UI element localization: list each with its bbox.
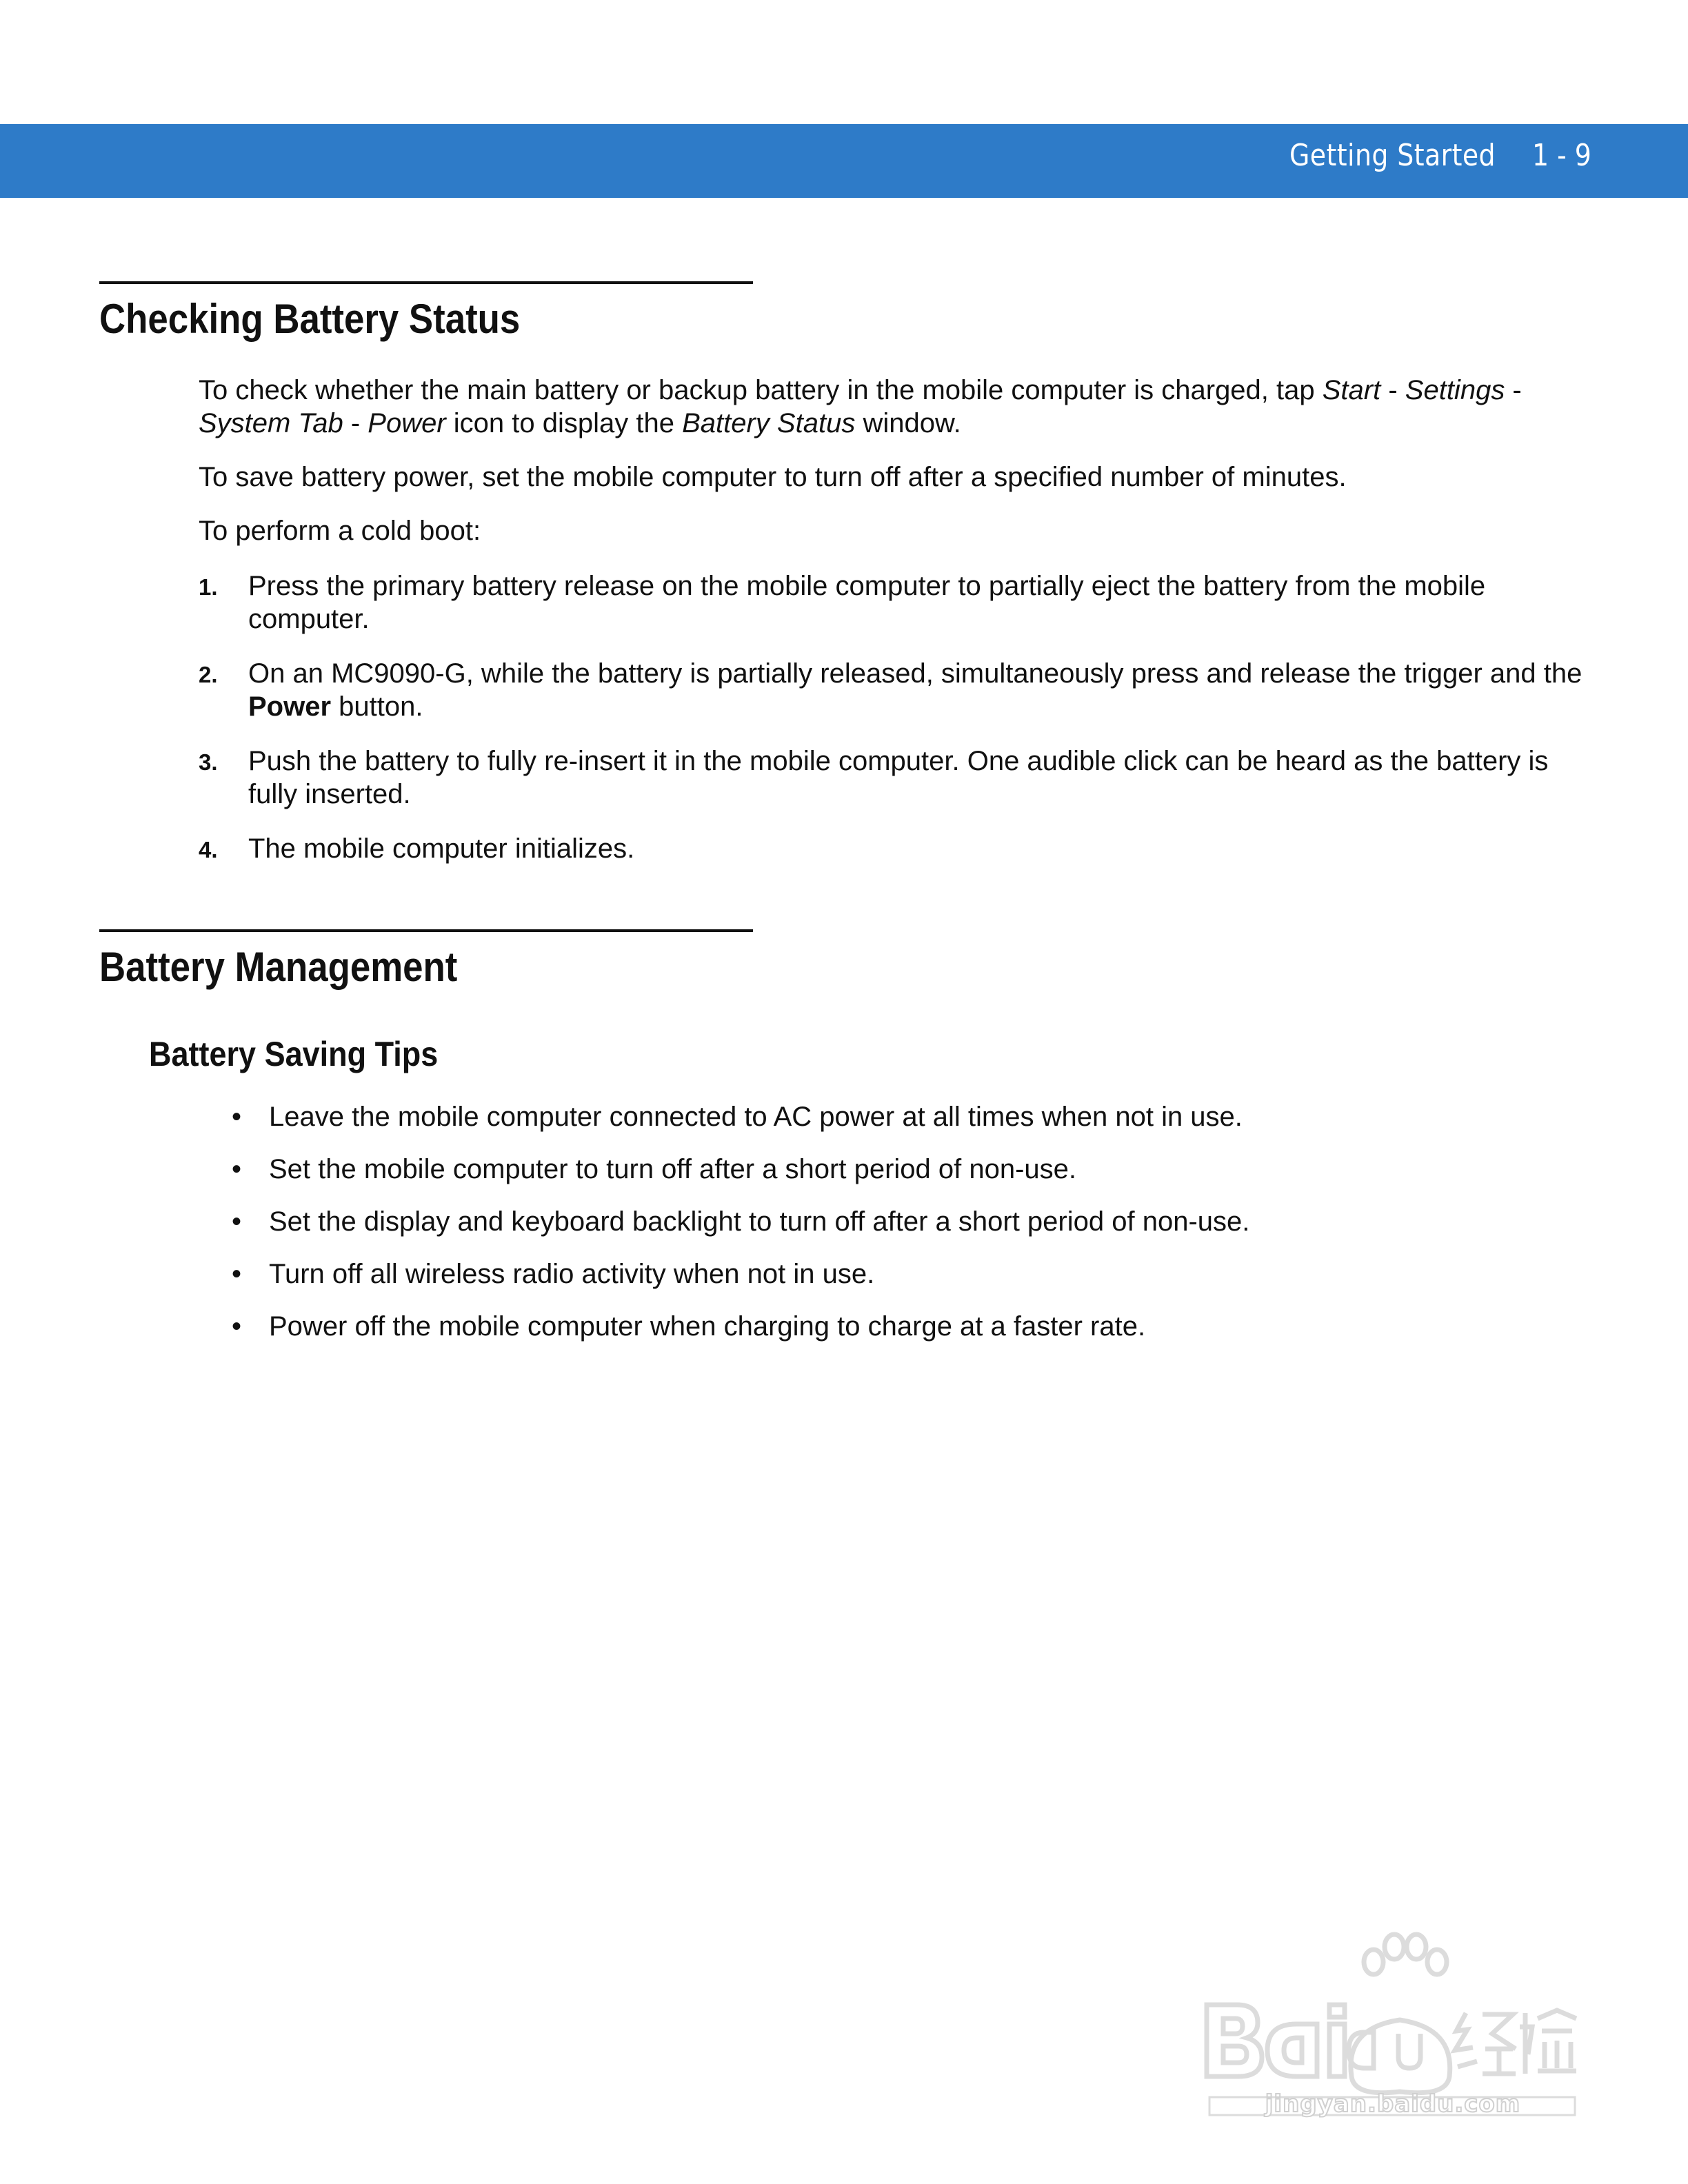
save-power-paragraph: To save battery power, set the mobile computer to turn off after a specified number of minutes.	[199, 462, 1347, 492]
ui-battery-status-window: Battery Status	[682, 408, 856, 438]
step-text-part: On an MC9090-G, while the battery is partially released, simultaneously press and release the trigger and the	[248, 658, 1582, 689]
tip-text: Leave the mobile computer connected to AC power at all times when not in use.	[269, 1102, 1243, 1132]
bullet-icon: •	[232, 1206, 242, 1237]
power-button-label: Power	[248, 691, 332, 722]
bullet-icon: •	[232, 1259, 242, 1289]
bullet-icon: •	[232, 1311, 242, 1342]
tip-text: Set the mobile computer to turn off after a short period of non-use.	[269, 1154, 1077, 1184]
ui-path-start: Start	[1322, 375, 1381, 405]
step-text: Press the primary battery release on the mobile computer to partially eject the battery from the mobile computer.	[248, 571, 1486, 634]
header-page-number: 1 - 9	[1532, 138, 1591, 173]
tip-text: Turn off all wireless radio activity when not in use.	[269, 1259, 875, 1289]
subsection-title-battery-saving-tips: Battery Saving Tips	[149, 1035, 439, 1073]
intro-paragraph	[199, 374, 1543, 440]
ui-path-settings: Settings	[1405, 375, 1505, 405]
ui-path-power: Power	[368, 408, 446, 438]
watermark-url: jingyan.baidu.com	[1265, 2090, 1521, 2118]
intro-text-1: To check whether the main battery or backup battery in the mobile computer is charged, tap	[199, 375, 1323, 405]
step-number: 3.	[199, 749, 218, 775]
step-text	[248, 657, 1589, 723]
section-title-checking-battery-status: Checking Battery Status	[99, 296, 521, 342]
step-text: Push the battery to fully re-insert it in the mobile computer. One audible click can be heard as the battery is fully inserted.	[248, 746, 1549, 809]
step-number: 1.	[199, 574, 218, 600]
bullet-icon: •	[232, 1154, 242, 1184]
bullet-icon: •	[232, 1102, 242, 1132]
ui-path-system-tab: System Tab	[199, 408, 343, 438]
step-number: 2.	[199, 662, 218, 687]
ui-path-separator: -	[1505, 375, 1522, 405]
ui-path-separator: -	[1380, 375, 1405, 405]
baidu-jingyan-watermark-icon	[1193, 1923, 1593, 2123]
intro-text-2: icon to display the	[445, 408, 683, 438]
step-text: The mobile computer initializes.	[248, 833, 635, 864]
step-text-part: button.	[331, 691, 423, 722]
section-rule	[99, 929, 753, 932]
intro-text-3: window.	[855, 408, 961, 438]
header-section-title: Getting Started	[1289, 138, 1496, 173]
tip-text: Power off the mobile computer when charging to charge at a faster rate.	[269, 1311, 1146, 1342]
step-number: 4.	[199, 837, 218, 862]
cold-boot-intro: To perform a cold boot:	[199, 516, 481, 546]
section-rule	[99, 281, 753, 284]
ui-path-separator: -	[343, 408, 368, 438]
section-title-battery-management: Battery Management	[99, 944, 458, 990]
tip-text: Set the display and keyboard backlight to turn off after a short period of non-use.	[269, 1206, 1250, 1237]
